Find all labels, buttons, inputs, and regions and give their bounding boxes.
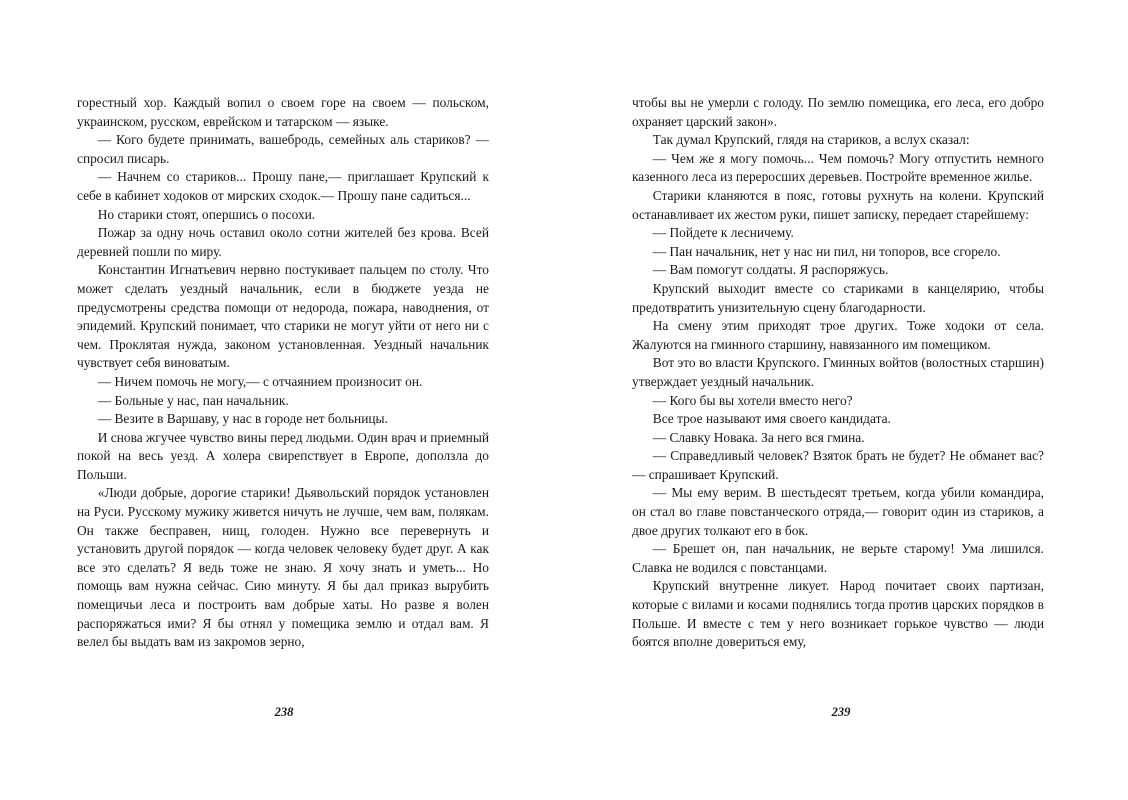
paragraph: горестный хор. Каждый вопил о своем горе на своем — польском, украинском, русском, еврейском и татарском — языке.	[77, 95, 489, 129]
paragraph: Крупский внутренне ликует. Народ почитает своих партизан, которые с вилами и косами поднялись тогда против царских порядков в Польше. И вместе с тем у него возникает горькое чувство — люди боятся вполне довериться ему,	[632, 578, 1044, 650]
paragraph: Вот это во власти Крупского. Гминных войтов (волостных старшин) утверждает уездный начальник.	[632, 355, 1044, 389]
paragraph: — Пойдете к лесничему.	[652, 225, 794, 241]
paragraph: — Кого будете принимать, вашебродь, семейных аль стариков? — спросил писарь.	[77, 132, 489, 166]
paragraph: Пожар за одну ночь оставил около сотни жителей без крова. Всей деревней пошли по миру.	[77, 225, 489, 259]
paragraph: — Чем же я могу помочь... Чем помочь? Могу отпустить немного казенного леса из переросших деревьев. Постройте временное жилье.	[632, 150, 1044, 185]
paragraph: Крупский выходит вместе со стариками в канцелярию, чтобы предотвратить унизительную сцену благодарности.	[632, 280, 1044, 315]
paragraph: — Вам помогут солдаты. Я распоряжусь.	[652, 262, 889, 278]
paragraph: Константин Игнатьевич нервно постукивает пальцем по столу. Что может сделать уездный начальник, если в бюджете уезда не предусмотрены средства помощи от недорода, пожара, наводнения, от эпидемий. Крупский понимает, что старики не могут уйти от него ни с чем. Проклятая нужда, законом установленная. Уездный начальник чувствует себя виноватым.	[77, 262, 489, 371]
paragraph: — Мы ему верим. В шестьдесят третьем, когда убили командира, он стал во главе повстанческого отряда,— говорит один из стариков, а двое других толкают его в бок.	[632, 485, 1044, 538]
paragraph: — Начнем со стариков... Прошу пане,— приглашает Крупский к себе в кабинет ходоков от мирских сходок.— Прошу пане садиться...	[77, 169, 489, 203]
paragraph: — Брешет он, пан начальник, не верьте старому! Ума лишился. Славка не водился с повстанцами.	[632, 541, 1044, 575]
paragraph: — Кого бы вы хотели вместо него?	[652, 392, 853, 408]
page-number-right: 239	[831, 705, 851, 719]
paragraph: Но старики стоят, опершись о посохи.	[97, 206, 316, 222]
paragraph: Старики кланяются в пояс, готовы рухнуть на колени. Крупский останавливает их жестом руки, пишет записку, передает старейшему:	[632, 187, 1044, 222]
right-page	[632, 94, 1044, 652]
paragraph: — Ничем помочь не могу,— с отчаянием произносит он.	[97, 373, 423, 389]
paragraph: — Справедливый человек? Взяток брать не будет? Не обманет вас? — спрашивает Крупский.	[632, 448, 1044, 482]
page-number-left: 238	[274, 705, 294, 719]
paragraph: — Пан начальник, нет у нас ни пил, ни топоров, все сгорело.	[652, 243, 1001, 259]
left-page	[77, 94, 489, 652]
paragraph: Так думал Крупский, глядя на стариков, а вслух сказал:	[652, 132, 970, 148]
paragraph: — Славку Новака. За него вся гмина.	[652, 429, 865, 445]
paragraph: — Везите в Варшаву, у нас в городе нет больницы.	[97, 411, 388, 427]
paragraph: чтобы вы не умерли с голоду. По землю помещика, его леса, его добро охраняет царский закон».	[632, 95, 1044, 129]
paragraph: На смену этим приходят трое других. Тоже ходоки от села. Жалуются на гминного старшину, навязанного им помещиком.	[632, 318, 1044, 352]
paragraph: «Люди добрые, дорогие старики! Дьявольский порядок установлен на Руси. Русскому мужику живется ничуть не лучше, чем вам, полякам. Он также бесправен, нищ, голоден. Нужно все перевернуть и установить другой порядок — когда человек человеку будет друг. А как все это сделать? Я ведь тоже не знаю. Я хочу знать и уметь... Но помощь вам нужна сейчас. Сию минуту. Я бы дал приказ вырубить помещичьи леса и построить вам добрые хаты. Но разве я волен распоряжаться ими? Я бы отнял у помещика землю и отдал вам. Я велел бы выдать вам из закромов зерно,	[77, 485, 489, 650]
paragraph: Все трое называют имя своего кандидата.	[652, 411, 891, 427]
paragraph: И снова жгучее чувство вины перед людьми. Один врач и приемный покой на весь уезд. А холера свирепствует в Европе, доползла до Польши.	[77, 429, 489, 482]
paragraph: — Больные у нас, пан начальник.	[97, 392, 289, 408]
